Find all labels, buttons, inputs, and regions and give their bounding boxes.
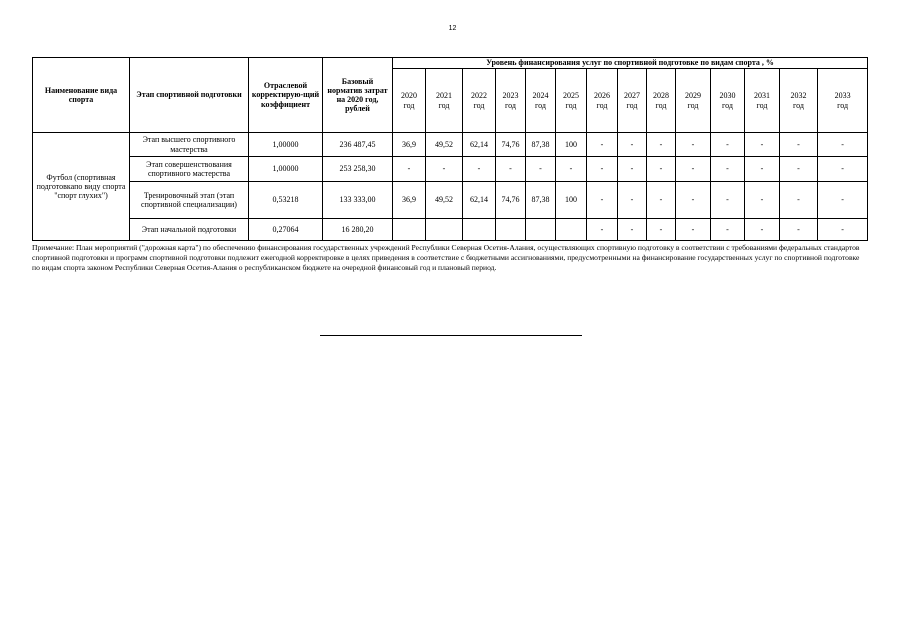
stage-cell: Этап высшего спортивного мастерства — [130, 133, 249, 157]
separator-line — [320, 335, 582, 336]
year-number: 2029 — [685, 91, 701, 101]
header-year-2025 — [556, 69, 587, 133]
base-norm-cell: 236 487,45 — [323, 133, 393, 157]
header-year-2033 — [818, 69, 868, 133]
header-year-2024 — [526, 69, 556, 133]
value-cell: - — [676, 219, 711, 241]
year-number: 2026 — [594, 91, 610, 101]
value-cell: - — [818, 219, 868, 241]
header-sport-name: Наименование вида спорта — [33, 58, 130, 133]
value-cell: 100 — [556, 182, 587, 219]
year-number: 2021 — [436, 91, 452, 101]
value-cell: - — [647, 182, 676, 219]
coefficient-cell: 1,00000 — [249, 157, 323, 182]
value-cell: - — [780, 182, 818, 219]
year-number: 2024 — [532, 91, 549, 101]
year-number: 2020 — [401, 91, 417, 101]
year-unit: год — [565, 100, 577, 110]
value-cell: - — [618, 133, 647, 157]
value-cell: - — [647, 133, 676, 157]
header-stage: Этап спортивной подготовки — [130, 58, 249, 133]
value-cell: - — [587, 219, 618, 241]
value-cell: - — [426, 157, 463, 182]
year-number: 2032 — [790, 91, 807, 101]
coefficient-cell: 1,00000 — [249, 133, 323, 157]
year-unit: год — [655, 100, 667, 110]
value-cell: - — [556, 157, 587, 182]
header-year-2028 — [647, 69, 676, 133]
header-year-2022 — [463, 69, 496, 133]
sport-name-cell: Футбол (спортивная подготовкапо виду спорта "спорт глухих") — [33, 133, 130, 241]
table-row — [33, 219, 868, 241]
header-year-2023 — [496, 69, 526, 133]
value-cell: - — [676, 133, 711, 157]
value-cell — [496, 219, 526, 241]
value-cell — [426, 219, 463, 241]
note-text: Примечание: План мероприятий ("дорожная карта") по обеспечению финансирования государственных учреждений Республики Северная Осетия-Алания, осуществляющих спортивную подготовку в соответствии с требованиями федеральных стандартов спортивной подготовки и программ спортивной подготовки подлежит ежегодной корректировке в целях приведения в соответствие с бюджетными ассигнованиями, предусмотренными на финансирование государственных услуг по спортивной подготовке по видам спорта законом Республики Северная Осетия-Алания о республиканском бюджете на очередной финансовый год и плановый период. — [32, 243, 860, 272]
value-cell: - — [711, 182, 745, 219]
year-unit: год — [722, 100, 733, 110]
header-year-2029 — [676, 69, 711, 133]
table-row — [33, 157, 868, 182]
year-number: 2027 — [624, 91, 640, 101]
year-unit: год — [756, 100, 768, 110]
table-row — [33, 133, 868, 157]
year-unit: год — [473, 100, 485, 110]
base-norm-cell: 253 258,30 — [323, 157, 393, 182]
value-cell: - — [818, 182, 868, 219]
header-year-2026 — [587, 69, 618, 133]
year-number: 2028 — [653, 91, 669, 101]
value-cell: - — [676, 182, 711, 219]
value-cell: 87,38 — [526, 182, 556, 219]
value-cell: - — [587, 133, 618, 157]
header-base-norm: Базовый норматив затрат на 2020 год, рублей — [323, 58, 393, 133]
value-cell: 74,76 — [496, 133, 526, 157]
value-cell: - — [647, 219, 676, 241]
value-cell: - — [587, 157, 618, 182]
value-cell: - — [818, 133, 868, 157]
year-unit: год — [626, 100, 638, 110]
value-cell — [463, 219, 496, 241]
header-year-2030 — [711, 69, 745, 133]
table-row — [33, 182, 868, 219]
year-number: 2031 — [754, 91, 770, 101]
year-unit: год — [687, 100, 699, 110]
value-cell: - — [818, 157, 868, 182]
year-number: 2025 — [563, 91, 579, 101]
header-coefficient: Отраслевой корректирую-щий коэффициент — [249, 58, 323, 133]
value-cell: - — [618, 219, 647, 241]
coefficient-cell: 0,53218 — [249, 182, 323, 219]
value-cell: 74,76 — [496, 182, 526, 219]
year-unit: год — [596, 100, 608, 110]
year-number: 2022 — [471, 91, 487, 101]
header-year-2031 — [745, 69, 780, 133]
value-cell: 87,38 — [526, 133, 556, 157]
value-cell: - — [711, 157, 745, 182]
value-cell: - — [780, 157, 818, 182]
financing-table — [32, 57, 868, 241]
year-unit: год — [403, 100, 415, 110]
value-cell: - — [745, 182, 780, 219]
year-number: 2033 — [834, 91, 851, 101]
value-cell: - — [463, 157, 496, 182]
value-cell: 62,14 — [463, 133, 496, 157]
value-cell: - — [745, 133, 780, 157]
year-number: 2023 — [502, 91, 519, 101]
value-cell: - — [676, 157, 711, 182]
value-cell — [556, 219, 587, 241]
coefficient-cell: 0,27064 — [249, 219, 323, 241]
value-cell: 49,52 — [426, 133, 463, 157]
value-cell: 36,9 — [393, 133, 426, 157]
value-cell: - — [526, 157, 556, 182]
value-cell: 100 — [556, 133, 587, 157]
header-year-2020 — [393, 69, 426, 133]
value-cell: - — [780, 133, 818, 157]
header-financing-level: Уровень финансирования услуг по спортивной подготовке по видам спорта , % — [393, 58, 868, 69]
value-cell: - — [618, 182, 647, 219]
year-unit: год — [837, 100, 849, 110]
header-year-2032 — [780, 69, 818, 133]
value-cell: - — [393, 157, 426, 182]
header-year-2021 — [426, 69, 463, 133]
year-unit: год — [438, 100, 450, 110]
value-cell: 36,9 — [393, 182, 426, 219]
value-cell: - — [745, 157, 780, 182]
header-year-2027 — [618, 69, 647, 133]
value-cell — [526, 219, 556, 241]
year-number: 2030 — [719, 91, 736, 101]
value-cell: - — [587, 182, 618, 219]
value-cell: - — [618, 157, 647, 182]
stage-cell: Тренировочный этап (этап спортивной специализации) — [130, 182, 249, 219]
value-cell: - — [745, 219, 780, 241]
value-cell: 62,14 — [463, 182, 496, 219]
base-norm-cell: 133 333,00 — [323, 182, 393, 219]
stage-cell: Этап начальной подготовки — [130, 219, 249, 241]
value-cell — [393, 219, 426, 241]
base-norm-cell: 16 280,20 — [323, 219, 393, 241]
year-unit: год — [505, 100, 516, 110]
value-cell: - — [780, 219, 818, 241]
value-cell: - — [711, 133, 745, 157]
value-cell: 49,52 — [426, 182, 463, 219]
year-unit: год — [535, 100, 546, 110]
value-cell: - — [496, 157, 526, 182]
year-unit: год — [793, 100, 804, 110]
stage-cell: Этап совершенствования спортивного мастерства — [130, 157, 249, 182]
page-number: 12 — [448, 25, 457, 32]
value-cell: - — [647, 157, 676, 182]
value-cell: - — [711, 219, 745, 241]
